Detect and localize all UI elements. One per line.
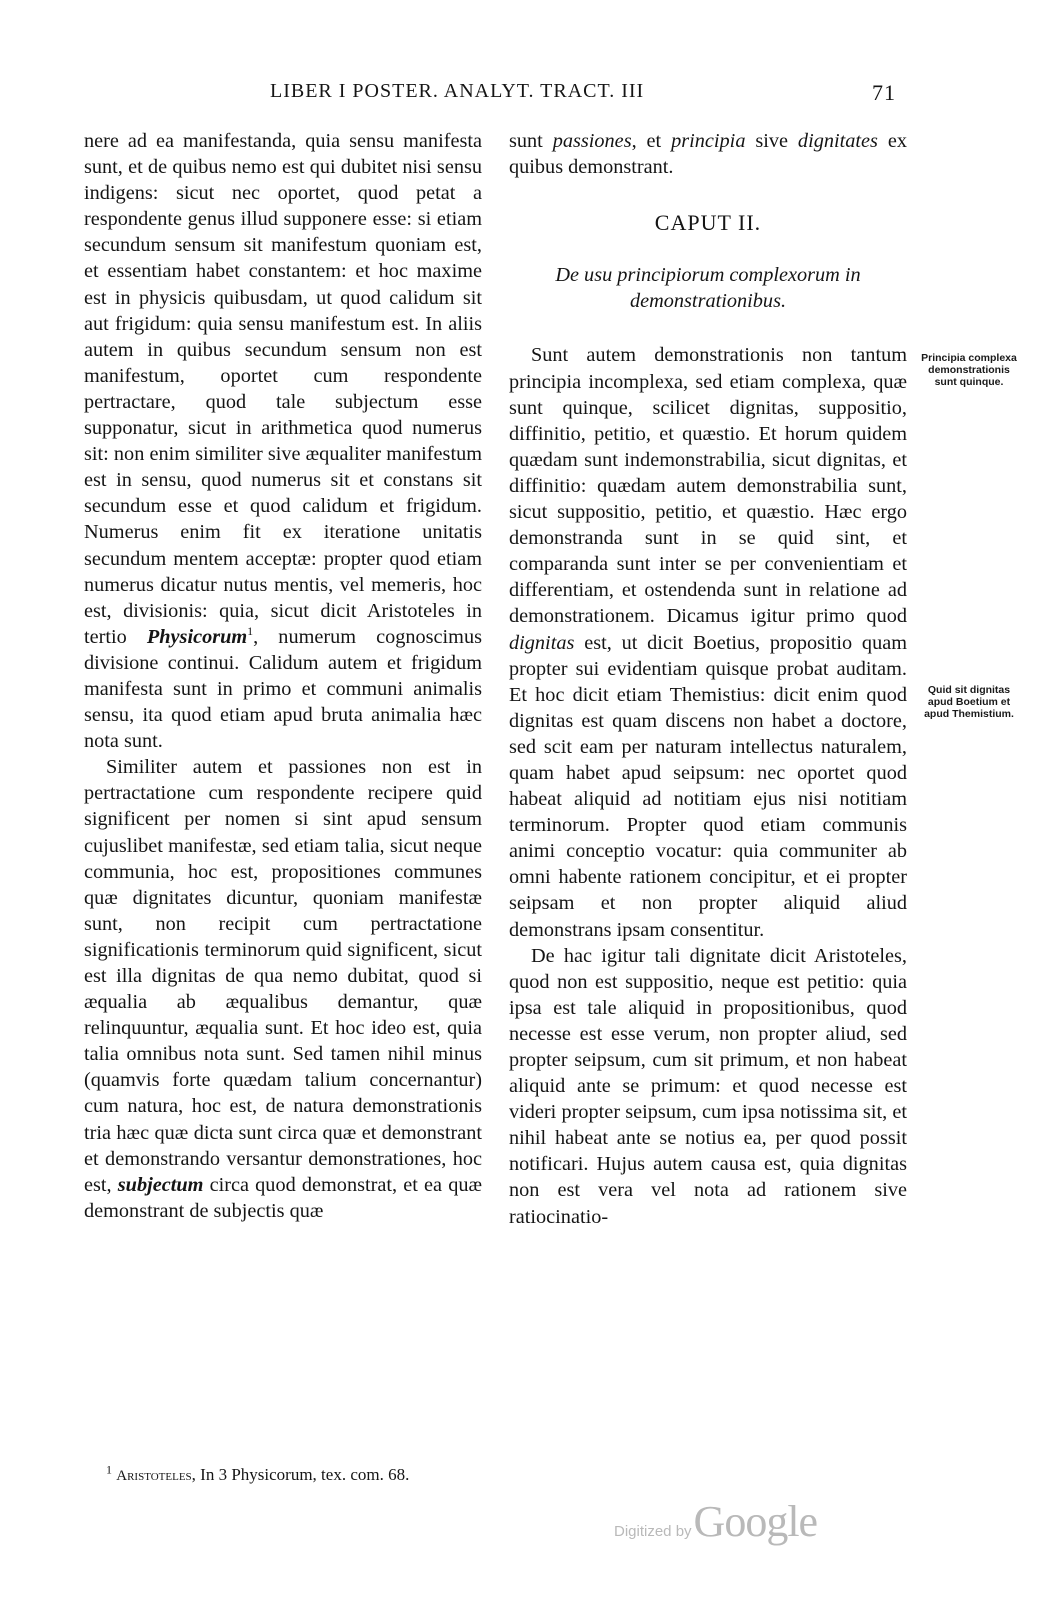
- footnote: [106, 1462, 410, 1485]
- chapter-subtitle: De usu principiorum complexorum in demonstrationibus.: [555, 264, 861, 313]
- footnote-text: , In 3 Physicorum, tex. com. 68.: [191, 1465, 410, 1484]
- right-continuation: [509, 128, 907, 180]
- google-watermark: [614, 1496, 817, 1547]
- left-p1-text: nere ad ea manifestanda, quia sensu manifesta sunt, et de quibus nemo est qui dubitet nisi sensu indigens: sicut nec oportet, quod petat a respondente genus illud supponere esse: si etiam secundum sensum sit manifestum quoniam est, et essentiam habet constantem: et hoc maxime est in physicis quibusdam, ut quod calidum sit aut frigidum: quia sensu manifestum est. In aliis autem in quibus secundum sensum non est manifestum, oportet cum respondente pertractare, quod tale subjectum esse supponatur, sicut in arithmetica quod numerus sit: non enim similiter sive æqualiter manifestum est in sensu, quod numerus sit et constans sit secundum esse et quod calidum et frigidum. Numerus enim fit ex iteratione unitatis secundum mentem acceptæ: propter quod etiam numerus dicatur nutus mentis, vel memeris, hoc est, divisionis: quia, sicut dicit Aristoteles in tertio: [84, 130, 482, 648]
- dignitas-term: dignitas: [509, 631, 575, 654]
- cont-end: ex quibus demonstrant.: [509, 130, 907, 179]
- principia-term: principia: [671, 130, 746, 152]
- dignitates-term: dignitates: [797, 130, 878, 152]
- physicorum-title: Physicorum: [146, 625, 248, 648]
- chapter-title: CAPUT II.: [654, 210, 762, 236]
- left-paragraph-2: [84, 754, 482, 1224]
- cont-mid2: sive: [755, 130, 789, 152]
- margin-note-principia: Principia complexa demonstrationis sunt quinque.: [921, 352, 1017, 388]
- right-p1-text: Sunt autem demonstrationis non tantum principia incomplexa, sed etiam complexa, quæ sunt quinque, scilicet dignitas, suppositio, diffinitio, petitio, et quæstio. Et horum quidem quædam sunt indemonstrabilia, sicut dignitas, et diffinitio: quædam autem demonstrabilia sunt, sicut suppositio, petitio, et quæstio. Hæc ergo demonstranda sunt in se quid sint, et comparanda sunt inter se per convenientiam et differentiam, et ostendenda sunt in relatione ad demonstrationem. Dicamus igitur primo quod: [509, 344, 907, 628]
- google-logo: Google: [693, 1497, 818, 1546]
- cont-mid: , et: [631, 130, 662, 152]
- right-p1-end: est, ut dicit Boetius, propositio quam propter sui evidentiam quisque probat auditam. Et hoc dicit etiam Themistius: dicit enim quod dignitas est quam discens non habet a doctore, sed scit eam per naturam intellectus naturalem, quam habet apud seipsum: nec oportet quod habeat aliquid ad notitiam ejus nisi notitiam terminorum. Propter quod etiam communis animi conceptio vocatur: quia communiter ab omni habente rationem concipitur, et ei propter seipsam et non propter aliquid aliud demonstrans ipsam consentitur.: [509, 631, 907, 941]
- page-number: 71: [872, 80, 896, 105]
- left-p2-text: Similiter autem et passiones non est in pertractatione cum respondente recipere quid significent per nomen si sint apud sensum cujuslibet manifestæ, sed etiam talia, sicut neque communia, hoc est, propositiones communes quæ dignitates dicuntur, quoniam manifestæ sunt, non recipit cum pertractatione significationis terminorum quid significent, sicut est illa dignitas de qua nemo dubitat, quod si æqualia ab æqualibus demantur, quæ relinquuntur, æqualia sunt. Et hoc ideo est, quia talia omnibus nota sunt. Sed tamen nihil minus (quamvis forte quædam talium concernantur) cum natura, hoc est, de natura demonstrationis tria hæc quæ dicta sunt circa quæ et demonstrant et demonstrando versantur demonstrationes, hoc est,: [84, 756, 482, 1196]
- left-paragraph-1: [84, 128, 482, 754]
- margin-note-dignitas: Quid sit dignitas apud Boetium et apud Themistium.: [924, 684, 1014, 720]
- subjectum-term: subjectum: [117, 1173, 204, 1196]
- footnote-author: Aristoteles: [116, 1468, 192, 1484]
- digitized-by-label: Digitized by: [614, 1523, 692, 1540]
- right-column: [509, 128, 907, 1230]
- footnote-mark: 1: [106, 1462, 112, 1477]
- right-paragraph-2: De hac igitur tali dignitate dicit Aristoteles, quod non est suppositio, neque est petitio: quia ipsa est tale aliquid in propositionibus, quod necesse est esse verum, non propter aliud, sed propter seipsum, cum sit primum, et non habeat aliquid ante se primum: et quod necesse est videri propter seipsum, cum ipsa notissima sit, et nihil habeat ante se notius ea, per quod possit notificari. Hujus autem causa est, quia dignitas non est vera vel nota ad rationem sive ratiocinatio-: [509, 944, 907, 1228]
- left-p2-end: circa quod demonstrat, et ea quæ demonstrant de subjectis quæ: [84, 1173, 482, 1222]
- passiones-term: passiones: [552, 130, 632, 152]
- right-paragraph-1: [509, 342, 907, 942]
- cont-start: sunt: [509, 130, 543, 152]
- footnote-reference: 1: [247, 624, 254, 639]
- running-title: LIBER I POSTER. ANALYT. TRACT. III: [270, 80, 645, 102]
- left-column: [84, 128, 482, 1224]
- left-p1-end: , numerum cognoscimus divisione continui. Calidum autem et frigidum manifesta sunt in primo et communi animalis sensu, ita quod etiam apud bruta animalia hæc nota sunt.: [84, 625, 482, 753]
